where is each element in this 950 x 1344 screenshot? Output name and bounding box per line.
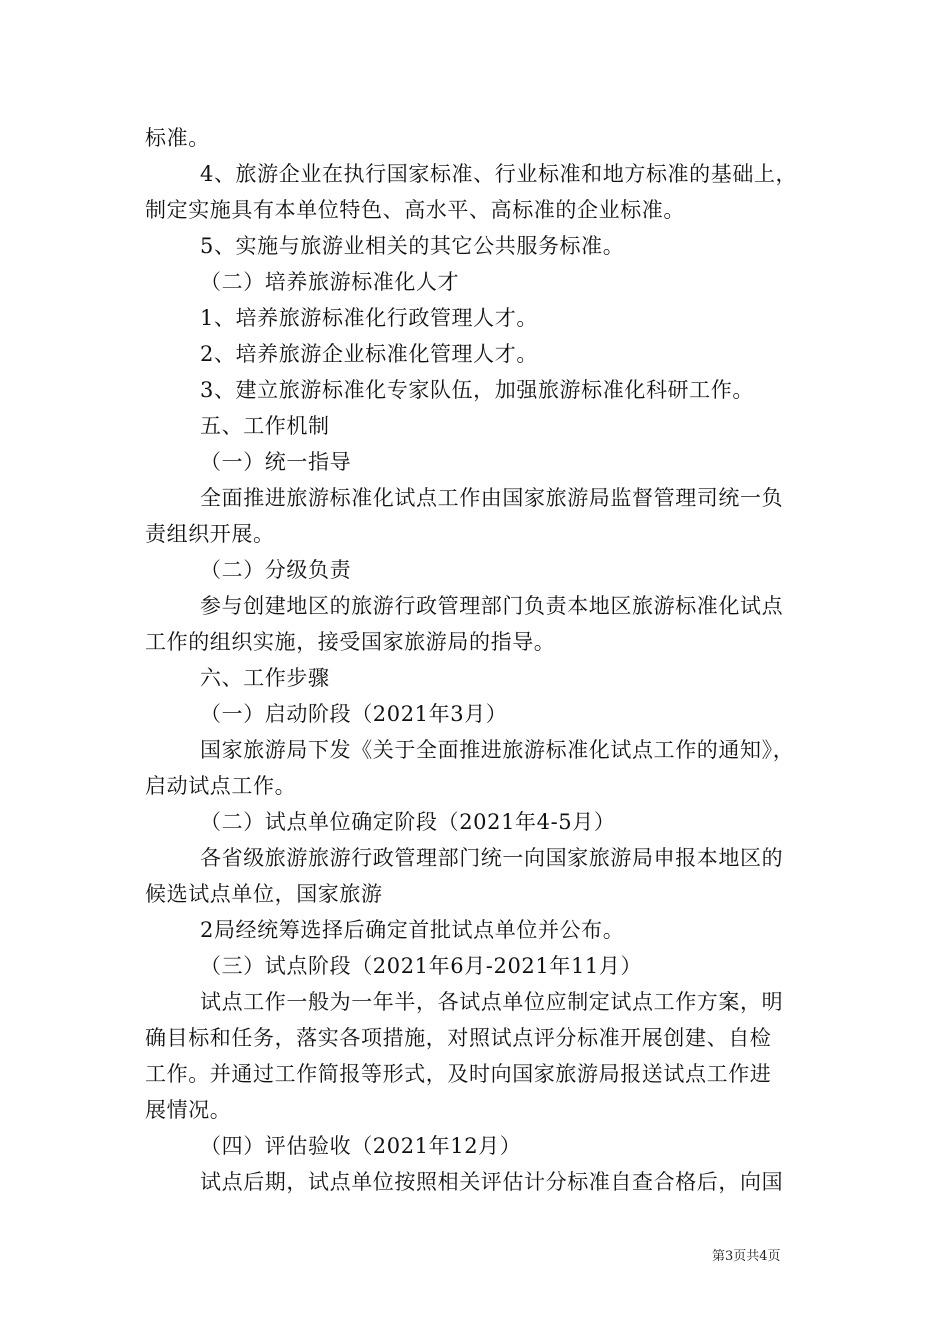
subsection-heading: （一）统一指导 [200,450,352,474]
text-line: 国家旅游局下发《关于全面推进旅游标准化试点工作的通知》， [200,738,795,762]
section-heading: 六、工作步骤 [200,666,330,690]
text-line: 2、培养旅游企业标准化管理人才。 [200,342,538,366]
text-line: 3、建立旅游标准化专家队伍，加强旅游标准化科研工作。 [200,378,754,402]
text-line: 制定实施具有本单位特色、高水平、高标准的企业标准。 [145,198,685,222]
subsection-heading: （二）分级负责 [200,558,352,582]
text-line: 工作。并通过工作简报等形式，及时向国家旅游局报送试点工作进 [145,1062,772,1086]
text-line: 候选试点单位，国家旅游 [145,882,383,906]
text-line: 各省级旅游旅游行政管理部门统一向国家旅游局申报本地区的 [200,846,784,870]
text-line: 工作的组织实施，接受国家旅游局的指导。 [145,630,556,654]
text-line: 展情况。 [145,1098,232,1122]
section-heading: 五、工作机制 [200,414,330,438]
subsection-heading: （二）试点单位确定阶段（2021年4-5月） [200,810,616,834]
subsection-heading: （三）试点阶段（2021年6月-2021年11月） [200,954,643,978]
text-line: 参与创建地区的旅游行政管理部门负责本地区旅游标准化试点 [200,594,784,618]
page-number: 第3页共4页 [712,1249,781,1264]
text-line: 试点后期，试点单位按照相关评估计分标准自查合格后，向国 [200,1170,784,1194]
text-line: 全面推进旅游标准化试点工作由国家旅游局监督管理司统一负 [200,486,784,510]
text-line: 1、培养旅游标准化行政管理人才。 [200,306,538,330]
section-heading: （二）培养旅游标准化人才 [200,270,460,294]
text-line: 标准。 [145,126,210,150]
text-line: 4、旅游企业在执行国家标准、行业标准和地方标准的基础上， [200,162,798,186]
subsection-heading: （四）评估验收（2021年12月） [200,1134,522,1158]
text-line: 2局经统筹选择后确定首批试点单位并公布。 [200,918,625,942]
text-line: 试点工作一般为一年半，各试点单位应制定试点工作方案，明 [200,990,784,1014]
text-line: 确目标和任务，落实各项措施，对照试点评分标准开展创建、自检 [145,1026,772,1050]
text-line: 启动试点工作。 [145,774,297,798]
subsection-heading: （一）启动阶段（2021年3月） [200,702,508,726]
text-line: 5、实施与旅游业相关的其它公共服务标准。 [200,234,625,258]
text-line: 责组织开展。 [145,522,275,546]
